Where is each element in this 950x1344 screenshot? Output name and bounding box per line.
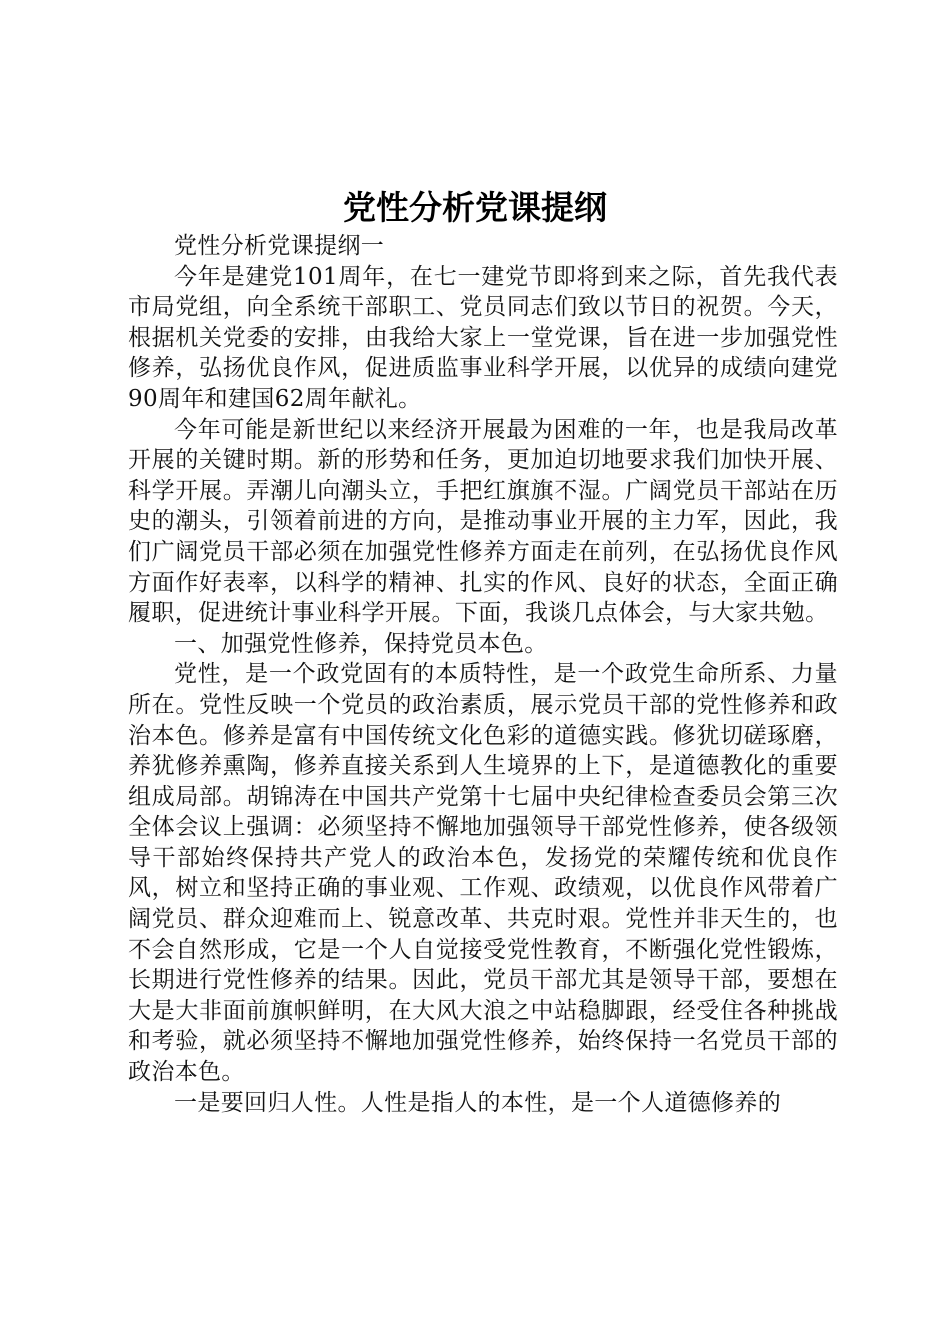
paragraph-subtitle: 党性分析党课提纲一 [174, 233, 385, 259]
paragraph: 今年是建党101周年，在七一建党节即将到来之际，首先我代表市局党组，向全系统干部职工、党员同志们致以节日的祝贺。今天，根据机关党委的安排，由我给大家上一堂党课，旨在进一步加强党性修养，弘扬优良作风，促进质监事业科学开展，以优异的成绩向建党90周年和建国62周年献礼。 [128, 263, 838, 412]
paragraph: 今年可能是新世纪以来经济开展最为困难的一年，也是我局改革开展的关键时期。新的形势和任务，更加迫切地要求我们加快开展、科学开展。弄潮儿向潮头立，手把红旗旗不湿。广阔党员干部站在历史的潮头，引领着前进的方向，是推动事业开展的主力军，因此，我们广阔党员干部必须在加强党性修养方面走在前列，在弘扬优良作风方面作好表率，以科学的精神、扎实的作风、良好的状态，全面正确履职，促进统计事业科学开展。下面，我谈几点体会，与大家共勉。 [128, 416, 838, 627]
section-heading: 一、加强党性修养，保持党员本色。 [174, 630, 548, 657]
paragraph: 党性，是一个政党固有的本质特性，是一个政党生命所系、力量所在。党性反映一个党员的政治素质，展示党员干部的党性修养和政治本色。修养是富有中国传统文化色彩的道德实践。修犹切磋琢磨，养犹修养熏陶，修养直接关系到人生境界的上下，是道德教化的重要组成局部。胡锦涛在中国共产党第十七届中央纪律检查委员会第三次全体会议上强调：必须坚持不懈地加强领导干部党性修养，使各级领导干部始终保持共产党人的政治本色，发扬党的荣耀传统和优良作风，树立和坚持正确的事业观、工作观、政绩观，以优良作风带着广阔党员、群众迎难而上、锐意改革、共克时艰。党性并非天生的，也不会自然形成，它是一个人自觉接受党性教育，不断强化党性锻炼，长期进行党性修养的结果。因此，党员干部尤其是领导干部，要想在大是大非面前旗帜鲜明，在大风大浪之中站稳脚跟，经受住各种挑战和考验，就必须坚持不懈地加强党性修养，始终保持一名党员干部的政治本色。 [128, 661, 838, 1086]
document-body [128, 231, 838, 1118]
document-title: 党性分析党课提纲 [343, 188, 607, 227]
paragraph: 一是要回归人性。人性是指人的本性，是一个人道德修养的 [174, 1089, 782, 1116]
